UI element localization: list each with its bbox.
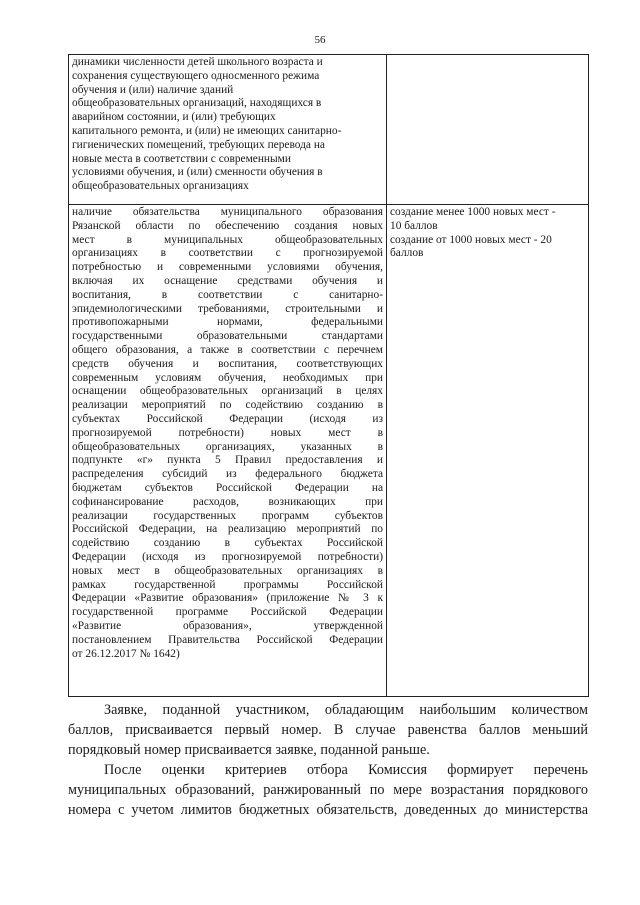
text-line: аварийном состоянии, и (или) требующих xyxy=(72,111,276,124)
score-line: создание от 1000 новых мест - 20 xyxy=(390,233,552,246)
score-cell xyxy=(387,205,589,697)
paragraph-line: Заявке, поданной участником, обладающим наибольшим количеством xyxy=(104,702,588,718)
text-line: софинансирование расходов, возникающих при xyxy=(72,495,383,508)
text-line: общеобразовательных организациях xyxy=(72,180,249,193)
text-line: Российской Федерации, на реализацию мероприятий по xyxy=(72,523,383,536)
paragraph-line: номера с учетом лимитов бюджетных обязательств, доведенных до министерства xyxy=(68,802,588,818)
text-line: распределения субсидий из федерального бюджета xyxy=(72,468,383,481)
text-line: содействию созданию в субъектах Российской xyxy=(72,537,383,550)
table-row xyxy=(69,55,589,205)
score-cell xyxy=(387,55,589,205)
text-line: общеобразовательных организациях, указанных в xyxy=(72,440,383,453)
text-line: Рязанской области по обеспечению создания новых xyxy=(72,219,383,232)
text-line: постановлением Правительства Российской Федерации xyxy=(72,633,383,646)
text-line: рамках государственной программы Российской xyxy=(72,578,383,591)
score-line: создание менее 1000 новых мест - xyxy=(390,206,556,218)
paragraph-line: порядковый номер присваивается заявке, поданной раньше. xyxy=(68,742,430,758)
text-line: реализации государственных программ субъектов xyxy=(72,509,383,522)
text-line: Федерации «Развитие образования» (приложение № 3 к xyxy=(72,592,383,605)
text-line: субъектах Российской Федерации (исходя из xyxy=(72,412,383,425)
text-line: потребностью и современными условиями обучения, xyxy=(72,261,383,274)
table-row xyxy=(69,205,589,697)
paragraph-line: муниципальных образований, ранжированный по мере возрастания порядкового xyxy=(68,782,588,798)
text-line: эпидемиологическими требованиями, строительными и xyxy=(72,302,383,315)
text-line: капитального ремонта, и (или) не имеющих санитарно- xyxy=(72,124,342,137)
paragraph xyxy=(68,700,588,760)
criteria-cell xyxy=(69,205,387,697)
text-line: организациях в соответствии с прогнозируемой xyxy=(72,247,383,260)
text-line: новые места в соответствии с современными xyxy=(72,152,291,165)
text-line: обучения и (или) наличие зданий xyxy=(72,83,234,96)
text-line: включая их оснащение средствами обучения и xyxy=(72,274,383,287)
text-line: воспитания, в соответствии с санитарно- xyxy=(72,288,383,301)
text-line: новых мест в общеобразовательных организациях в xyxy=(72,564,383,577)
text-line: сохранения существующего односменного режима xyxy=(72,69,320,82)
text-line: государственными образовательными стандартами xyxy=(72,330,383,343)
paragraph-line: баллов, присваивается первый номер. В случае равенства баллов меньший xyxy=(68,722,588,738)
text-line: государственной программе Российской Федерации xyxy=(72,606,383,619)
text-line: оснащении общеобразовательных организаций в целях xyxy=(72,385,383,398)
text-line: динамики численности детей школьного возраста и xyxy=(72,56,323,68)
text-line: общего образования, а также в соответствии с перечнем xyxy=(72,343,383,356)
text-line: современным условиям обучения, необходимых при xyxy=(72,371,383,384)
text-line: противопожарными нормами, федеральными xyxy=(72,316,383,329)
paragraph-line: После оценки критериев отбора Комиссия формирует перечень xyxy=(104,762,588,778)
criteria-cell xyxy=(69,55,387,205)
score-line: 10 баллов xyxy=(390,219,438,232)
text-line: бюджетам субъектов Российской Федерации на xyxy=(72,481,383,494)
text-line: «Развитие образования», утвержденной xyxy=(72,619,383,632)
text-line: общеобразовательных организаций, находящихся в xyxy=(72,97,322,110)
text-line: наличие обязательства муниципального образования xyxy=(72,206,383,218)
text-line: Федерации (исходя из прогнозируемой потребности) xyxy=(72,550,383,563)
text-line: мест в муниципальных общеобразовательных xyxy=(72,233,383,246)
text-line: от 26.12.2017 № 1642) xyxy=(72,647,180,660)
score-line: баллов xyxy=(390,247,424,260)
text-line: средств обучения и воспитания, соответствующих xyxy=(72,357,383,370)
text-line: подпункте «г» пункта 5 Правил предоставления и xyxy=(72,454,383,467)
text-line: прогнозируемой потребности) новых мест в xyxy=(72,426,383,439)
criteria-table xyxy=(68,54,589,697)
text-line: условиями обучения, и (или) сменности обучения в xyxy=(72,166,323,179)
paragraph xyxy=(68,760,588,820)
page-number: 56 xyxy=(314,34,326,46)
text-line: гигиенических помещений, требующих перевода на xyxy=(72,138,325,151)
text-line: реализации мероприятий по содействию созданию в xyxy=(72,399,383,412)
